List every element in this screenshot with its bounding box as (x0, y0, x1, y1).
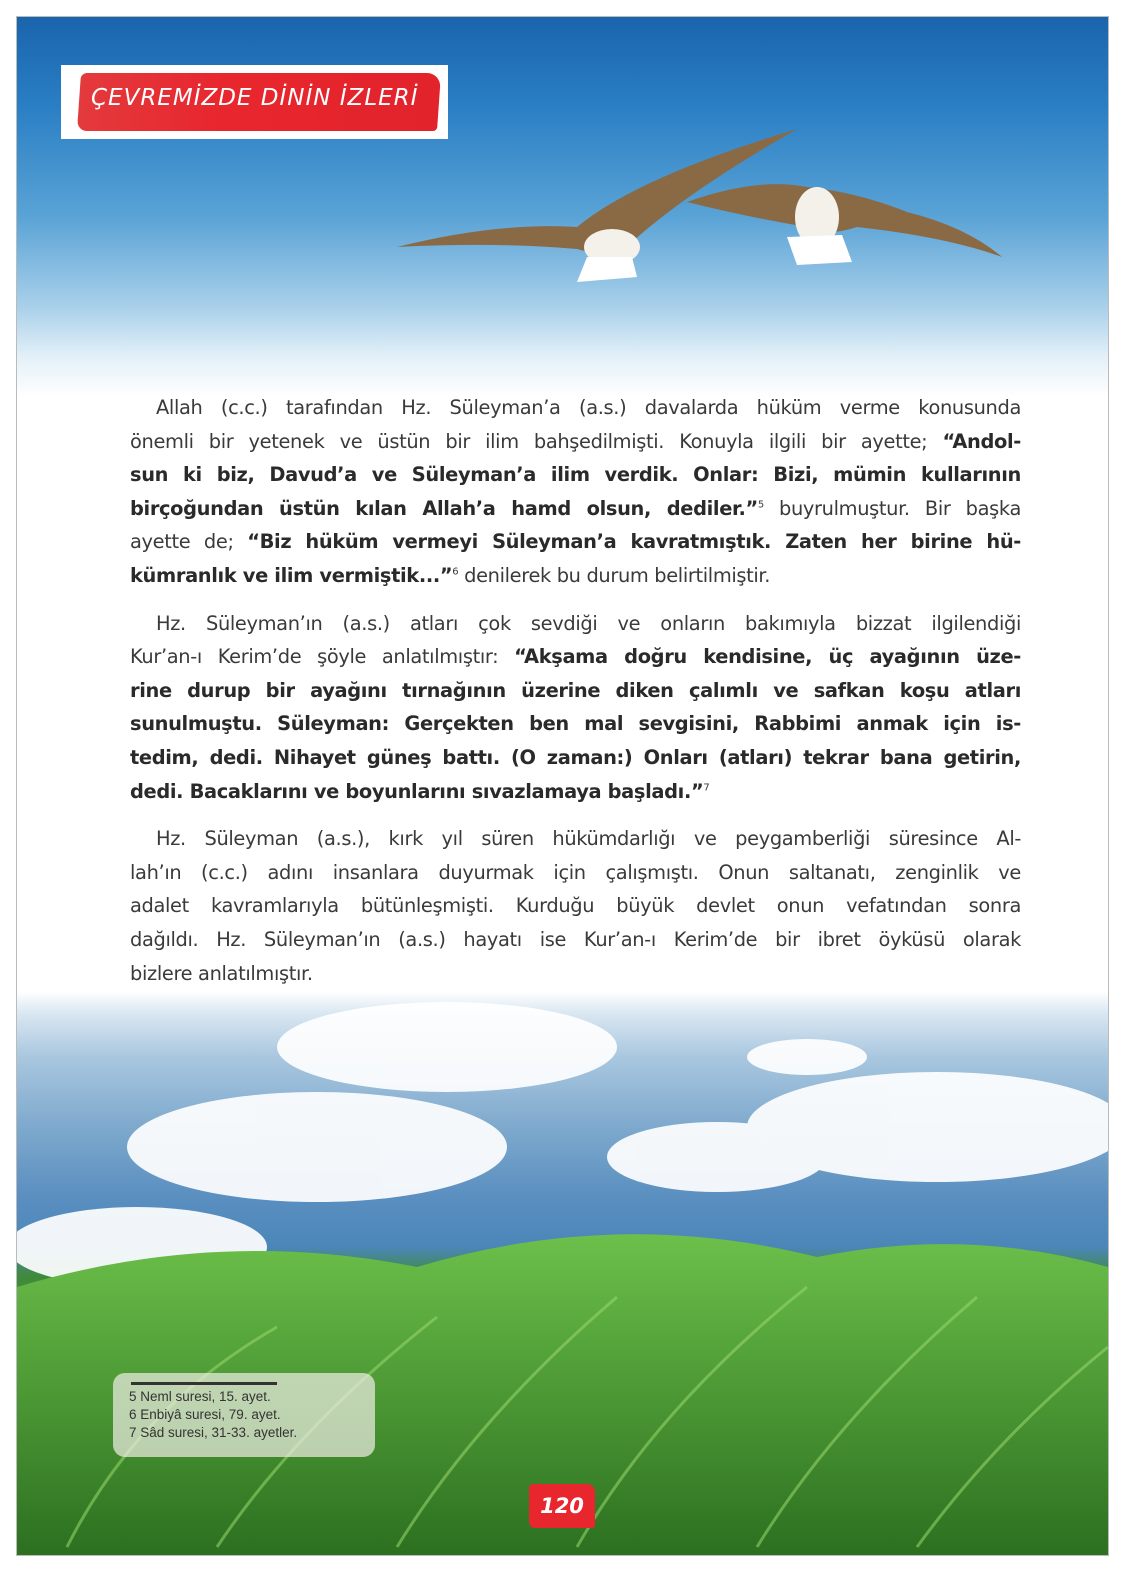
paragraph (130, 391, 1021, 593)
text-line (130, 741, 1021, 775)
text-line (130, 923, 1021, 957)
text-line (130, 856, 1021, 890)
text-line (130, 640, 1021, 674)
text-segment: denilerek bu durum belirtilmiştir. (458, 563, 771, 587)
quote-text: birçoğundan üstün kılan Allah’a hamd olsun, dediler.” (130, 496, 758, 520)
text-line (130, 957, 1021, 991)
text-line (130, 775, 1021, 809)
text-line (130, 391, 1021, 425)
text-line (130, 674, 1021, 708)
quote-text: sun ki biz, Davud’a ve Süleyman’a ilim verdik. Onlar: Bizi, mümin kullarının (130, 463, 1021, 487)
quote-text: sunulmuştu. Süleyman: Gerçekten ben mal sevgisini, Rabbimi anmak için is- (130, 712, 1021, 736)
footnotes (113, 1373, 375, 1457)
text-segment: bizlere anlatılmıştır. (130, 961, 313, 985)
quote-text: “Andol- (942, 429, 1021, 453)
footnote-ref: 7 (703, 782, 710, 794)
text-line (130, 822, 1021, 856)
section-title-badge (61, 65, 448, 139)
text-segment: dağıldı. Hz. Süleyman’ın (a.s.) hayatı ise Kur’an-ı Kerim’de bir ibret öyküsü olarak (130, 927, 1021, 951)
text-line (130, 889, 1021, 923)
seagulls-illustration (387, 117, 1017, 287)
text-segment: Kur’an-ı Kerim’de şöyle anlatılmıştır: (130, 645, 515, 669)
quote-text: “Biz hüküm vermeyi Süleyman’a kavratmıştık. Zaten her birine hü- (247, 530, 1021, 554)
paragraph (130, 607, 1021, 809)
text-line (130, 559, 1021, 593)
footnote-7: 7 Sâd suresi, 31-33. ayetler. (129, 1425, 298, 1440)
text-line (130, 425, 1021, 459)
text-segment: adalet kavramlarıyla bütünleşmişti. Kurduğu büyük devlet onun vefatından sonra (130, 894, 1021, 918)
text-line (130, 458, 1021, 492)
text-line (130, 607, 1021, 641)
text-segment: ayette de; (130, 530, 248, 554)
footnote-rule (131, 1382, 277, 1385)
quote-text: rine durup bir ayağını tırnağının üzerine diken çalımlı ve safkan koşu atları (130, 678, 1021, 702)
footnote-ref: 6 (452, 566, 459, 578)
text-segment: Hz. Süleyman (a.s.), kırk yıl süren hükümdarlığı ve peygamberliği süresince Al- (156, 827, 1021, 851)
page-number: 120 (529, 1484, 595, 1528)
text-segment: Hz. Süleyman’ın (a.s.) atları çok sevdiği ve onların bakımıyla bizzat ilgilendiği (156, 611, 1021, 635)
seagull-right (687, 184, 1002, 265)
quote-text: dedi. Bacaklarını ve boyunlarını sıvazlamaya başladı.” (130, 779, 704, 803)
quote-text: “Akşama doğru kendisine, üç ayağının üze- (514, 645, 1021, 669)
section-title: ÇEVREMİZDE DİNİN İZLERİ (91, 85, 419, 111)
text-segment: lah’ın (c.c.) adını insanlara duyurmak için çalışmıştı. Onun saltanatı, zenginlik ve (130, 860, 1021, 884)
footnote-5: 5 Neml suresi, 15. ayet. (129, 1389, 271, 1404)
text-line (130, 492, 1021, 526)
text-line (130, 525, 1021, 559)
text-segment: önemli bir yetenek ve üstün bir ilim bahşedilmişti. Konuyla ilgili bir ayette; (130, 429, 943, 453)
quote-text: tedim, dedi. Nihayet güneş battı. (O zaman:) Onları (atları) tekrar bana getirin, (130, 745, 1021, 769)
text-line (130, 707, 1021, 741)
paragraph (130, 822, 1021, 990)
text-segment: buyrulmuştur. Bir başka (763, 496, 1021, 520)
body-text (130, 391, 1021, 1004)
quote-text: kümranlık ve ilim vermiştik...” (130, 563, 453, 587)
page-frame (16, 16, 1109, 1556)
text-segment: Allah (c.c.) tarafından Hz. Süleyman’a (a.s.) davalarda hüküm verme konusunda (156, 396, 1021, 419)
footnote-ref: 5 (757, 499, 764, 511)
footnote-6: 6 Enbiyâ suresi, 79. ayet. (129, 1407, 281, 1422)
